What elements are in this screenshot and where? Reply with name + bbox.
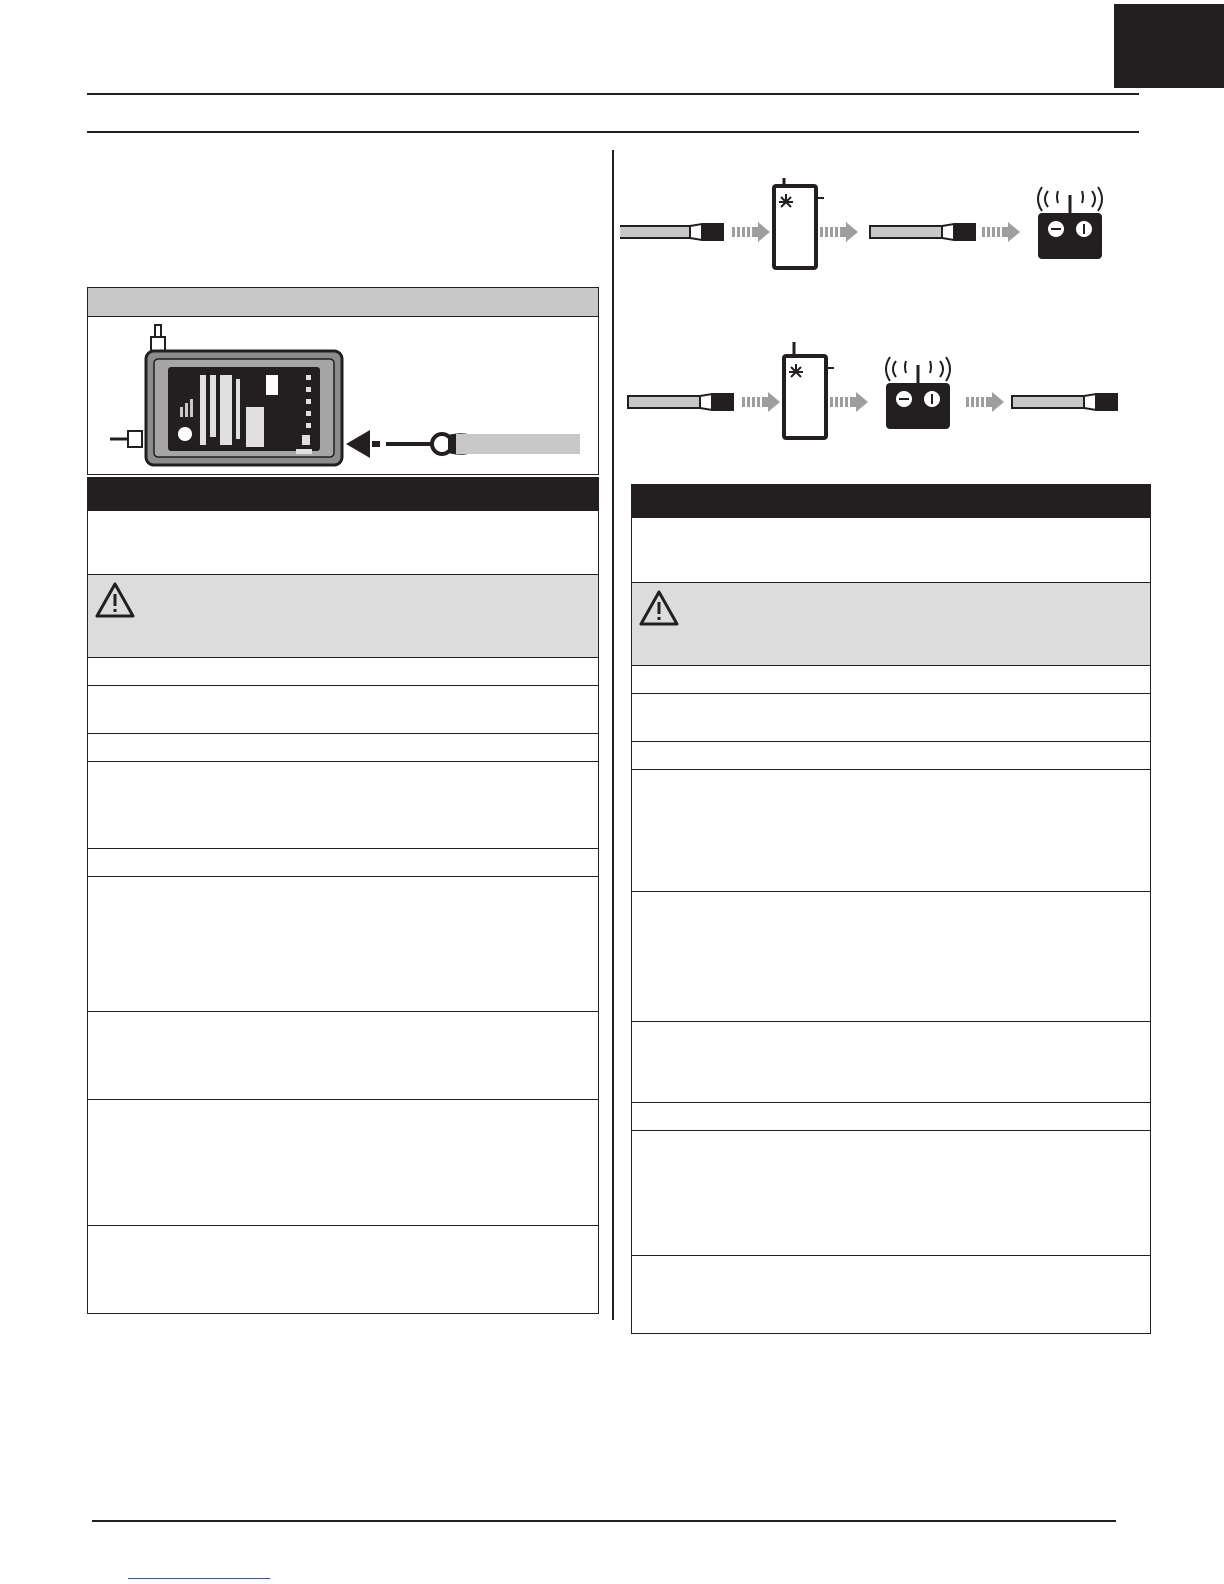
table-row	[88, 848, 598, 876]
table-row	[632, 693, 1150, 741]
column-divider	[612, 150, 614, 1320]
footer-link[interactable]	[128, 1578, 270, 1579]
table-row	[632, 891, 1150, 1021]
warning-triangle-icon	[638, 589, 680, 627]
table-row	[632, 769, 1150, 891]
table-row	[88, 876, 598, 1011]
table-row	[632, 665, 1150, 693]
table-row	[88, 1099, 598, 1225]
table-row	[88, 511, 598, 574]
table-row	[632, 1130, 1150, 1255]
bind-sequence-diagram	[620, 178, 1140, 448]
table-row	[88, 657, 598, 685]
table-row	[632, 518, 1150, 582]
receiver-figure	[87, 287, 599, 475]
table-row	[88, 1011, 598, 1099]
table-row	[632, 741, 1150, 769]
right-table-header	[632, 485, 1150, 518]
table-row	[632, 1021, 1150, 1102]
language-tab	[1114, 4, 1224, 88]
header-rule	[87, 93, 1139, 95]
left-procedure-table	[87, 477, 599, 1314]
receiver-illustration	[88, 317, 598, 474]
warning-row	[632, 582, 1150, 665]
figure-header-band	[88, 288, 598, 317]
header-rule-secondary	[87, 131, 1139, 133]
table-row	[632, 1102, 1150, 1130]
warning-triangle-icon	[94, 581, 136, 619]
table-row	[88, 761, 598, 848]
table-row	[632, 1255, 1150, 1335]
left-table-header	[88, 478, 598, 511]
footer-rule	[92, 1520, 1116, 1522]
table-row	[88, 1225, 598, 1306]
table-row	[88, 685, 598, 733]
warning-row	[88, 574, 598, 657]
right-procedure-table	[631, 484, 1151, 1334]
table-row	[88, 733, 598, 761]
